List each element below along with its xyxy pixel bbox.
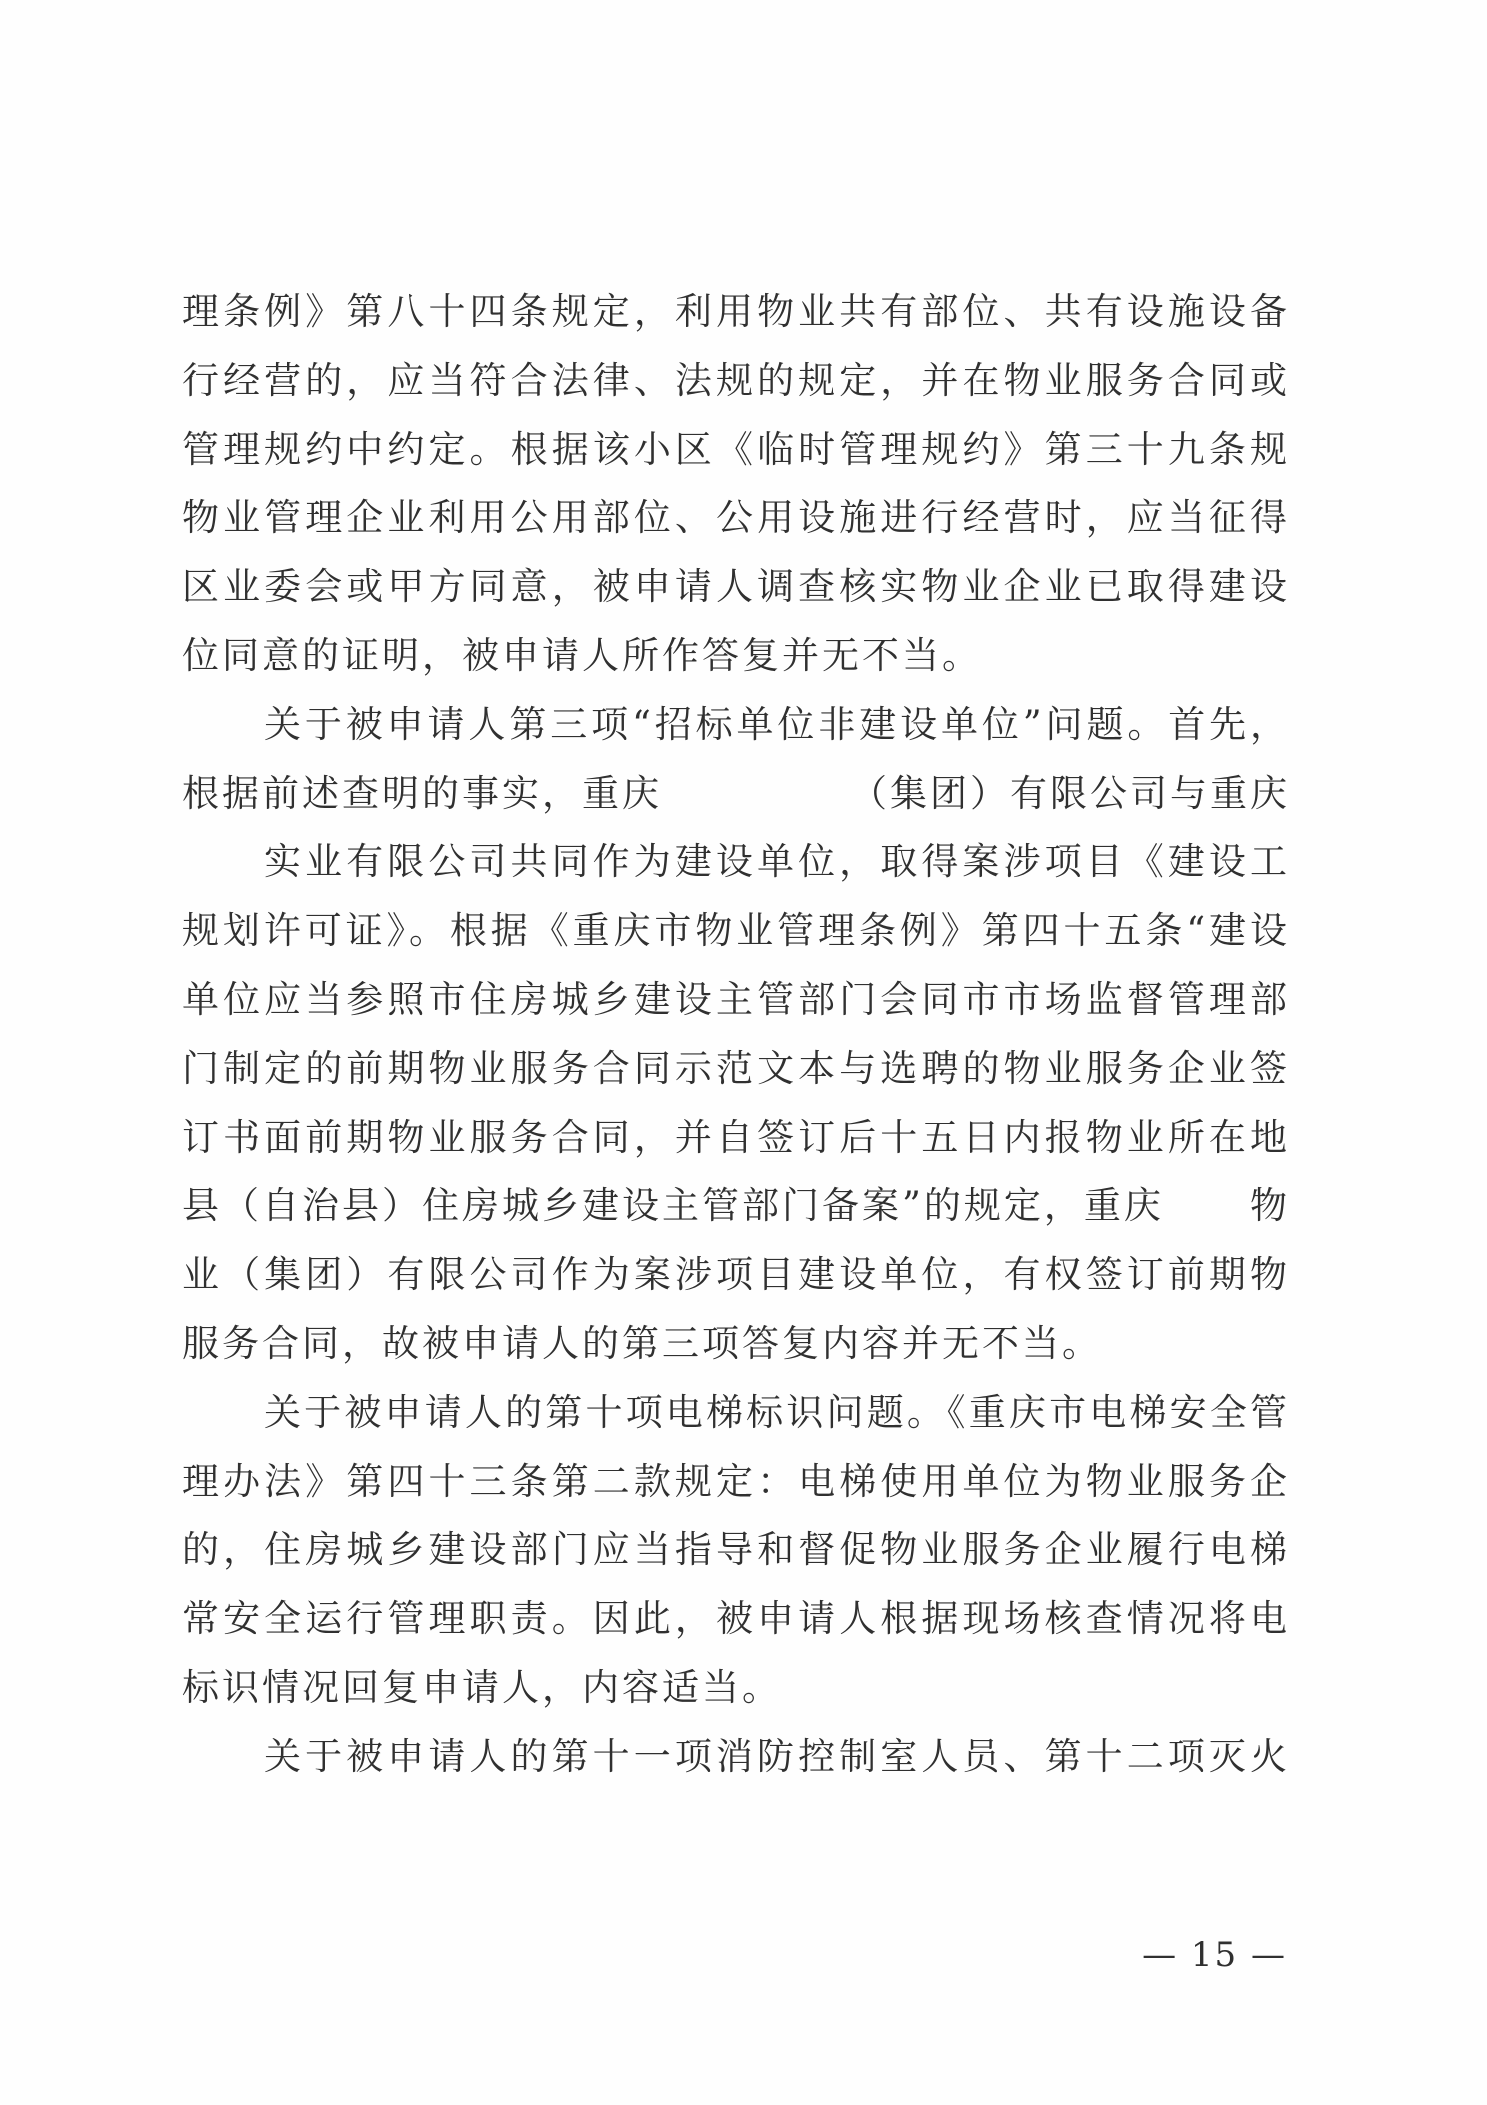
text-line: 服务合同，故被申请人的第三项答复内容并无不当。 (182, 1321, 1102, 1365)
text-line: 行经营的，应当符合法律、法规的规定，并在物业服务合同或 (182, 358, 1290, 402)
text-line: 位同意的证明，被申请人所作答复并无不当。 (182, 633, 982, 677)
text-line: 管理规约中约定。根据该小区《临时管理规约》第三十九条规 (182, 427, 1290, 471)
text-line: 订书面前期物业服务合同，并自签订后十五日内报物业所在地 (182, 1115, 1290, 1159)
text-line: 规划许可证》。根据《重庆市物业管理条例》第四十五条“建设 (182, 909, 1290, 953)
text-line: 常安全运行管理职责。因此，被申请人根据现场核查情况将电 (182, 1597, 1290, 1641)
text-segment: 物 (1250, 1184, 1290, 1228)
text-line: 业（集团）有限公司作为案涉项目建设单位，有权签订前期物 (182, 1253, 1290, 1297)
text-segment: 根据前述查明的事实，重庆 (182, 771, 662, 815)
text-line: 关于被申请人的第十一项消防控制室人员、第十二项灭火 (264, 1734, 1290, 1778)
text-segment: （集团）有限公司与重庆 (850, 771, 1290, 815)
text-line: 门制定的前期物业服务合同示范文本与选聘的物业服务企业签 (182, 1046, 1290, 1090)
text-line: 理条例》第八十四条规定，利用物业共有部位、共有设施设备 (182, 290, 1290, 333)
text-line: 关于被申请人第三项“招标单位非建设单位”问题。首先， (264, 702, 1290, 746)
text-line (182, 760, 1290, 829)
text-line: 的，住房城乡建设部门应当指导和督促物业服务企业履行电梯 (182, 1528, 1290, 1572)
text-line (182, 1172, 1290, 1241)
text-line: 标识情况回复申请人，内容适当。 (182, 1665, 782, 1709)
body-text (182, 278, 1290, 1792)
text-line: 物业管理企业利用公用部位、公用设施进行经营时，应当征得 (182, 496, 1290, 540)
text-line: 关于被申请人的第十项电梯标识问题。《重庆市电梯安全管 (264, 1390, 1290, 1434)
text-line: 单位应当参照市住房城乡建设主管部门会同市市场监督管理部 (182, 977, 1290, 1021)
text-line: 理办法》第四十三条第二款规定：电梯使用单位为物业服务企 (182, 1459, 1290, 1503)
text-line: 实业有限公司共同作为建设单位，取得案涉项目《建设工 (264, 840, 1290, 884)
text-line: 区业委会或甲方同意，被申请人调查核实物业企业已取得建设 (182, 565, 1290, 609)
text-segment: 县（自治县）住房城乡建设主管部门备案”的规定，重庆 (182, 1184, 1164, 1228)
page-number: — 15 — (1142, 1935, 1287, 1975)
